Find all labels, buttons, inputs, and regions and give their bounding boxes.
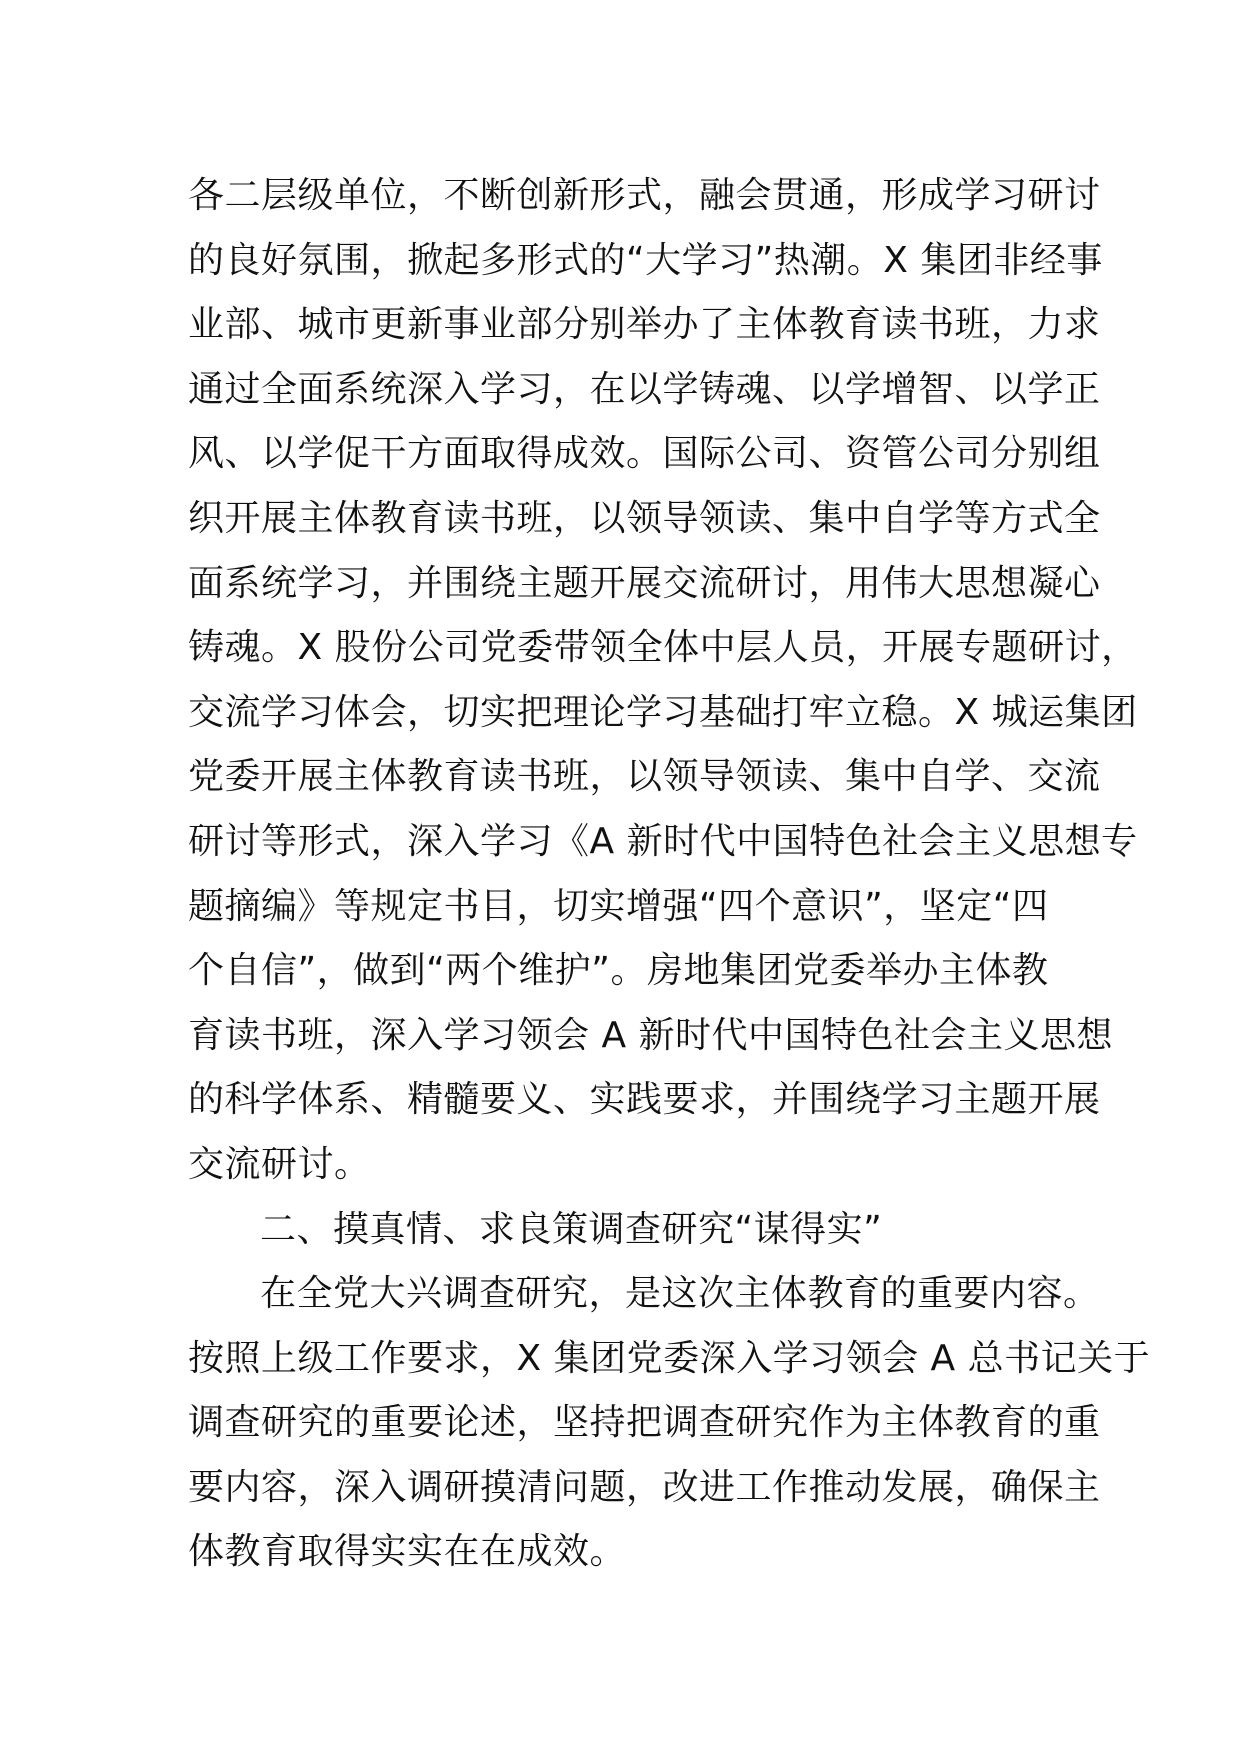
text-line: 风、以学促干方面取得成效。国际公司、资管公司分别组 xyxy=(188,433,1101,475)
paragraph-2 xyxy=(188,1262,1151,1585)
text-line: 题摘编》等规定书目，切实增强“四个意识”，坚定“四 xyxy=(188,885,1049,927)
paragraph-1 xyxy=(188,164,1138,1198)
text-line: 体教育取得实实在在成效。 xyxy=(188,1531,627,1573)
text-line: 铸魂。X 股份公司党委带领全体中层人员，开展专题研讨， xyxy=(188,627,1138,669)
text-line: 研讨等形式，深入学习《A 新时代中国特色社会主义思想专 xyxy=(188,820,1138,862)
text-line: 通过全面系统深入学习，在以学铸魂、以学增智、以学正 xyxy=(188,368,1101,410)
document-body xyxy=(188,164,1151,1585)
text-line: 个自信”，做到“两个维护”。房地集团党委举办主体教 xyxy=(188,950,1049,992)
text-line: 业部、城市更新事业部分别举办了主体教育读书班，力求 xyxy=(188,304,1101,346)
text-line: 党委开展主体教育读书班，以领导领读、集中自学、交流 xyxy=(188,756,1101,798)
text-line: 交流研讨。 xyxy=(188,1143,371,1185)
text-line: 按照上级工作要求，X 集团党委深入学习领会 A 总书记关于 xyxy=(188,1337,1151,1379)
text-line: 在全党大兴调查研究，是这次主体教育的重要内容。 xyxy=(260,1273,1100,1315)
text-line: 织开展主体教育读书班，以领导领读、集中自学等方式全 xyxy=(188,497,1101,539)
text-line: 的科学体系、精髓要义、实践要求，并围绕学习主题开展 xyxy=(188,1079,1101,1121)
section-heading: 二、摸真情、求良策调查研究“谋得实” xyxy=(260,1208,883,1250)
text-line: 面系统学习，并围绕主题开展交流研讨，用伟大思想凝心 xyxy=(188,562,1101,604)
text-line: 的良好氛围，掀起多形式的“大学习”热潮。X 集团非经事 xyxy=(188,239,1103,281)
text-line: 要内容，深入调研摸清问题，改进工作推动发展，确保主 xyxy=(188,1466,1101,1508)
text-line: 育读书班，深入学习领会 A 新时代中国特色社会主义思想 xyxy=(188,1014,1114,1056)
text-line: 交流学习体会，切实把理论学习基础打牢立稳。X 城运集团 xyxy=(188,691,1138,733)
text-line: 调查研究的重要论述，坚持把调查研究作为主体教育的重 xyxy=(188,1402,1101,1444)
text-line: 各二层级单位，不断创新形式，融会贯通，形成学习研讨 xyxy=(188,175,1101,216)
